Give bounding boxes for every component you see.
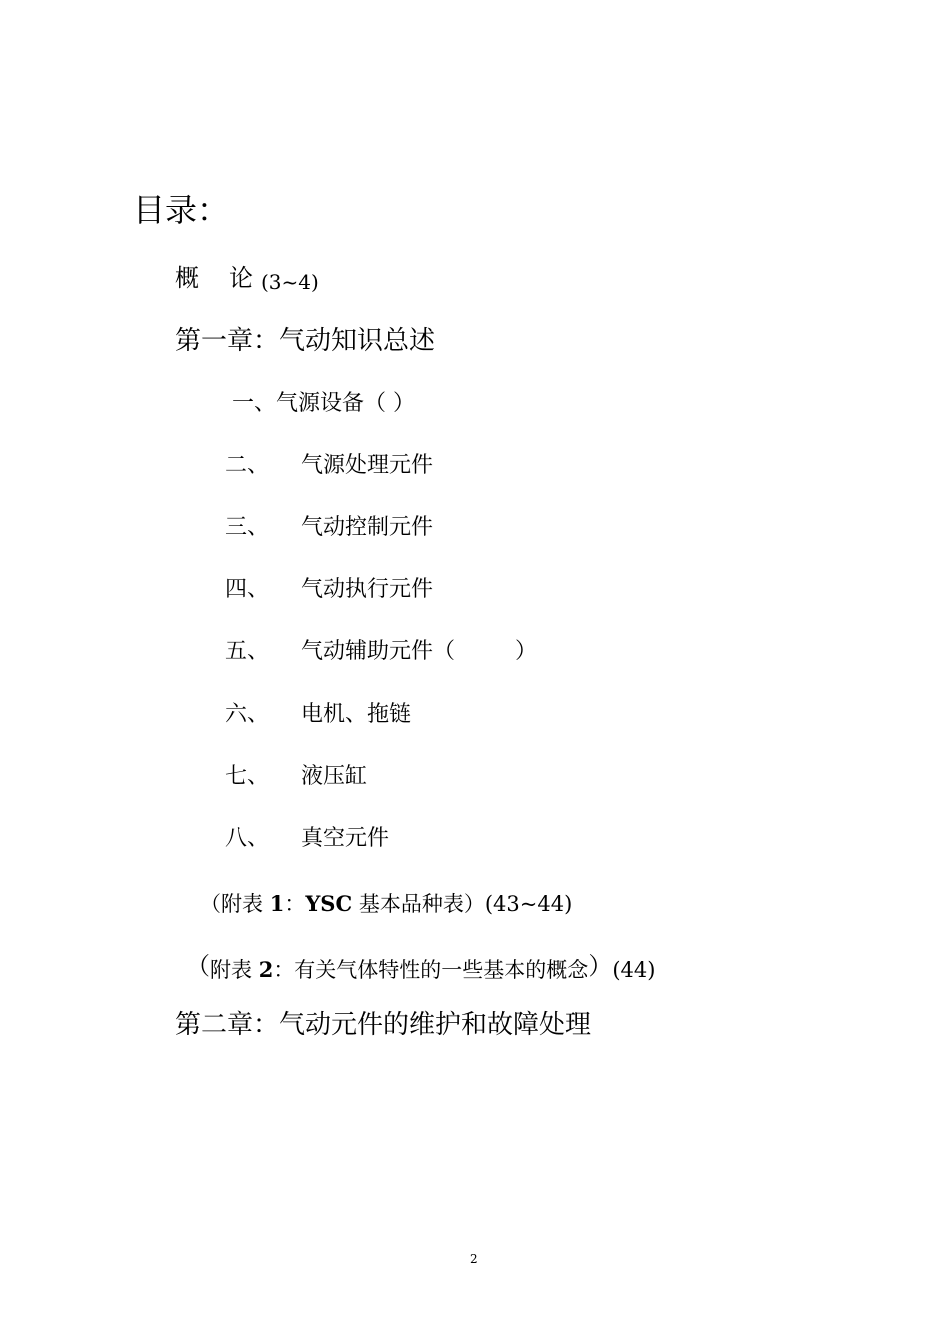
section-number: 三、 [225, 515, 270, 540]
section-number: 六、 [225, 702, 270, 727]
section-title: 电机、拖链 [301, 702, 412, 727]
appendix-page-range: (44) [612, 958, 656, 982]
toc-section-7[interactable] [225, 766, 367, 788]
toc-chapter-2[interactable]: 第二章：气动元件的维护和故障处理 [175, 1010, 592, 1040]
toc-entry-intro[interactable] [175, 266, 319, 292]
appendix-colon: ： [284, 892, 306, 916]
section-title: 气动辅助元件（ [301, 639, 456, 664]
section-title: 气源处理元件 [301, 453, 434, 478]
section-number: 七、 [225, 764, 270, 789]
intro-label-b: 论 [229, 264, 253, 292]
toc-section-5[interactable] [225, 641, 537, 663]
section-title: 液压缸 [301, 764, 368, 789]
section-title: 气动执行元件 [301, 577, 434, 602]
toc-appendix-1[interactable] [200, 893, 572, 915]
toc-title: 目录： [133, 191, 230, 229]
section-number: 一、 [232, 391, 277, 416]
section-title: 气源设备（ ） [276, 391, 416, 416]
intro-page-range: (3~4) [261, 270, 319, 294]
appendix-number: 1 [269, 891, 285, 916]
section-number: 四、 [225, 577, 270, 602]
page-number: 2 [470, 1252, 478, 1266]
toc-chapter-1[interactable]: 第一章：气动知识总述 [175, 326, 436, 356]
section-number: 五、 [225, 639, 270, 664]
appendix-open: （附表 [200, 892, 270, 916]
section-title: 气动控制元件 [301, 515, 434, 540]
toc-section-3[interactable] [225, 517, 433, 539]
appendix-rest: 基本品种表）(43~44) [352, 892, 573, 916]
section-close-paren: ） [515, 639, 538, 664]
toc-section-8[interactable] [225, 828, 389, 850]
toc-appendix-2[interactable] [186, 954, 655, 981]
intro-label-a: 概 [175, 264, 199, 292]
appendix-code: YSC [305, 891, 353, 916]
appendix-close-paren: ） [588, 952, 613, 980]
appendix-label: 附表 [210, 958, 259, 982]
appendix-number: 2 [258, 957, 274, 982]
appendix-open-paren: （ [186, 952, 210, 980]
section-number: 二、 [225, 453, 270, 478]
toc-section-1[interactable] [232, 393, 415, 415]
toc-section-6[interactable] [225, 704, 411, 726]
section-title: 真空元件 [301, 826, 390, 851]
appendix-rest: ：有关气体特性的一些基本的概念 [273, 958, 589, 982]
toc-section-2[interactable] [225, 455, 433, 477]
toc-section-4[interactable] [225, 579, 433, 601]
section-number: 八、 [225, 826, 270, 851]
